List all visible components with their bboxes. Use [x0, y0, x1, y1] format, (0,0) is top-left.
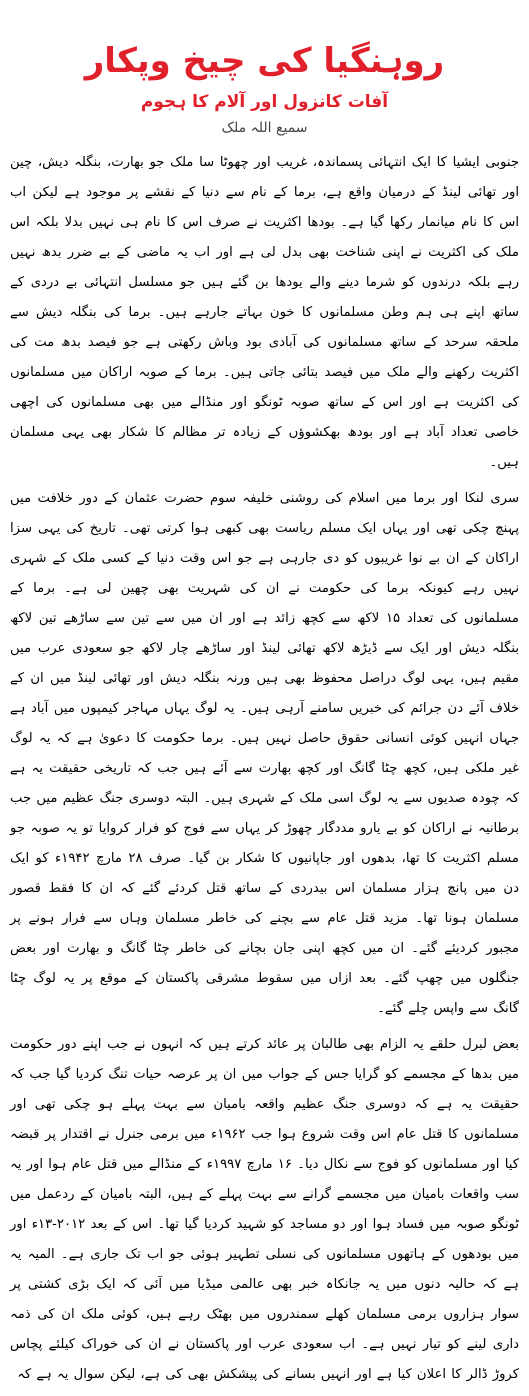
article-header — [10, 0, 519, 138]
article-author: سمیع اللہ ملک — [221, 120, 308, 136]
article-title: روہنگیا کی چیخ وپکار — [84, 41, 445, 81]
article-paragraph-3: بعض لبرل حلقے یہ الزام بھی طالبان پر عائد کرتے ہیں کہ انہوں نے جب اپنے دور حکومت میں بدھا کے مجسمے کو گرایا جس کے جواب میں ان پر عرصہ حیات تنگ کردیا گیا جب کہ حقیقت یہ ہے کہ دوسری جنگ عظیم واقعہ بامیان سے بہت پہلے ہو چکی تھی اور مسلمانوں کا قتل عام اس وقت شروع ہوا جب ۱۹۶۲ء میں برمی جنرل نے اقتدار پر قبضہ کیا اور مسلمانوں کو فوج سے نکال دیا۔ ۱۶ مارچ ۱۹۹۷ء کے منڈالے میں قتل عام ہوا اور یہ سب واقعات بامیان میں مجسمے گرانے سے بہت پہلے کے ہیں، البتہ بامیان کے ردعمل میں ٹونگو صوبہ میں فساد ہوا اور دو مساجد کو شہید کردیا گیا تھا۔ اس کے بعد ۲۰۱۲-۱۳ء اور میں بودھوں کے ہاتھوں مسلمانوں کی نسلی تطہیر ہوئی جو اب تک جاری ہے۔ المیہ یہ ہے کہ حالیہ دنوں میں یہ جانکاہ خبر بھی عالمی میڈیا میں آئی کہ ایک بڑی کشتی پر سوار ہزاروں برمی مسلمان کھلے سمندروں میں بھٹک رہے ہیں، کوئی ملک ان کی ذمہ داری لینے کو تیار نہیں ہے۔ اب سعودی عرب اور پاکستان نے ان کی خوراک کیلئے پچاس کروڑ ڈالر کا اعلان کیا ہے اور انہیں بسانے کی پیشکش بھی کی ہے، لیکن سوال یہ ہے کہ — [10, 1037, 519, 1382]
article-subtitle: آفات کانزول اور آلام کا ہجوم — [140, 92, 389, 112]
article-body — [10, 148, 519, 1396]
article-paragraph-1: جنوبی ایشیا کا ایک انتہائی پسماندہ، غریب اور چھوٹا سا ملک جو بھارت، بنگلہ دیش، چین اور تھائی لینڈ کے درمیان واقع ہے، برما کے نام سے دنیا کے نقشے پر موجود ہے لیکن اب اس کا نام میانمار رکھا گیا ہے۔ بودھا اکثریت نے صرف اس کا نام ہی نہیں بدلا بلکہ اس ملک کی اکثریت نے اپنی شناخت بھی بدل لی ہے اور اب یہ ماضی کے بے ضرر بدھ نہیں رہے بلکہ درندوں کو شرما دینے والے یودھا بن گئے ہیں جو مسلسل انتہائی بے دردی کے ساتھ اپنے ہی ہم وطن مسلمانوں کا خون بہاتے جارہے ہیں۔ برما کی بنگلہ دیش سے ملحقہ سرحد کے ساتھ مسلمانوں کی آبادی بود وباش رکھتی ہے جو فیصد بدھ مت کی اکثریت رکھنے والے ملک میں فیصد بتائی جاتی ہیں۔ برما کے صوبہ اراکان میں مسلمانوں کی اکثریت ہے اور اس کے ساتھ صوبہ ٹونگو اور منڈالے میں بھی مسلمانوں کی اچھی خاصی تعداد آباد ہے اور بودھ بھکشوؤں کے زیادہ تر مظالم کا شکار بھی یہی مسلمان ہیں۔ — [10, 155, 519, 470]
article-paragraph-2: سری لنکا اور برما میں اسلام کی روشنی خلیفہ سوم حضرت عثمان کے دور خلافت میں پہنچ چکی تھی اور یہاں ایک مسلم ریاست بھی کبھی ہوا کرتی تھی۔ تاریخ کی یہی سزا اراکان کے ان بے نوا غریبوں کو دی جارہی ہے جو اس وقت دنیا کے کسی ملک کے شہری نہیں رہے کیونکہ برما کی حکومت نے ان کی شہریت بھی چھین لی ہے۔ برما کے مسلمانوں کی تعداد ۱۵ لاکھ سے کچھ زائد ہے اور ان میں سے تین سے ساڑھے تین لاکھ بنگلہ دیش اور ایک سے ڈیڑھ لاکھ تھائی لینڈ اور ساڑھے چار لاکھ جو سعودی عرب میں مقیم ہیں، یہی لوگ دراصل محفوظ بھی ہیں ورنہ بنگلہ دیش اور تھائی لینڈ میں ان کے خلاف آئے دن جرائم کی خبریں سامنے آرہی ہیں۔ یہ لوگ یہاں مہاجر کیمپوں میں آباد ہے جہاں انہیں کوئی انسانی حقوق حاصل نہیں ہیں۔ برما حکومت کا دعویٰ ہے کہ یہ لوگ غیر ملکی ہیں، کچھ چٹا گانگ اور کچھ بھارت سے آئے ہیں جب کہ تاریخی حقیقت یہ ہے کہ چودہ صدیوں سے یہ لوگ اسی ملک کے شہری ہیں۔ البتہ دوسری جنگ عظیم میں جب برطانیہ نے اراکان کو بے یارو مددگار چھوڑ کر یہاں سے فوج کو فرار کروایا تو یہ صوبہ جو مسلم اکثریت کا تھا، بدھوں اور جاپانیوں کا شکار بن گیا۔ صرف ۲۸ مارچ ۱۹۴۲ء کو ایک دن میں پانچ ہزار مسلمان اس بیدردی کے ساتھ قتل کردئے گئے کہ ان کا فقط قصور مسلمان ہونا تھا۔ مزید قتل عام سے بچنے کی خاطر مسلمان وہاں سے فرار ہونے پر مجبور کردیئے گئے۔ ان میں کچھ اپنی جان بچانے کی خاطر چٹا گانگ و بھارت اور بعض جنگلوں میں چھپ گئے۔ بعد ازاں میں سقوط مشرقی پاکستان کے موقع پر یہ لوگ چٹا گانگ سے واپس چلے گئے۔ — [10, 491, 519, 1016]
